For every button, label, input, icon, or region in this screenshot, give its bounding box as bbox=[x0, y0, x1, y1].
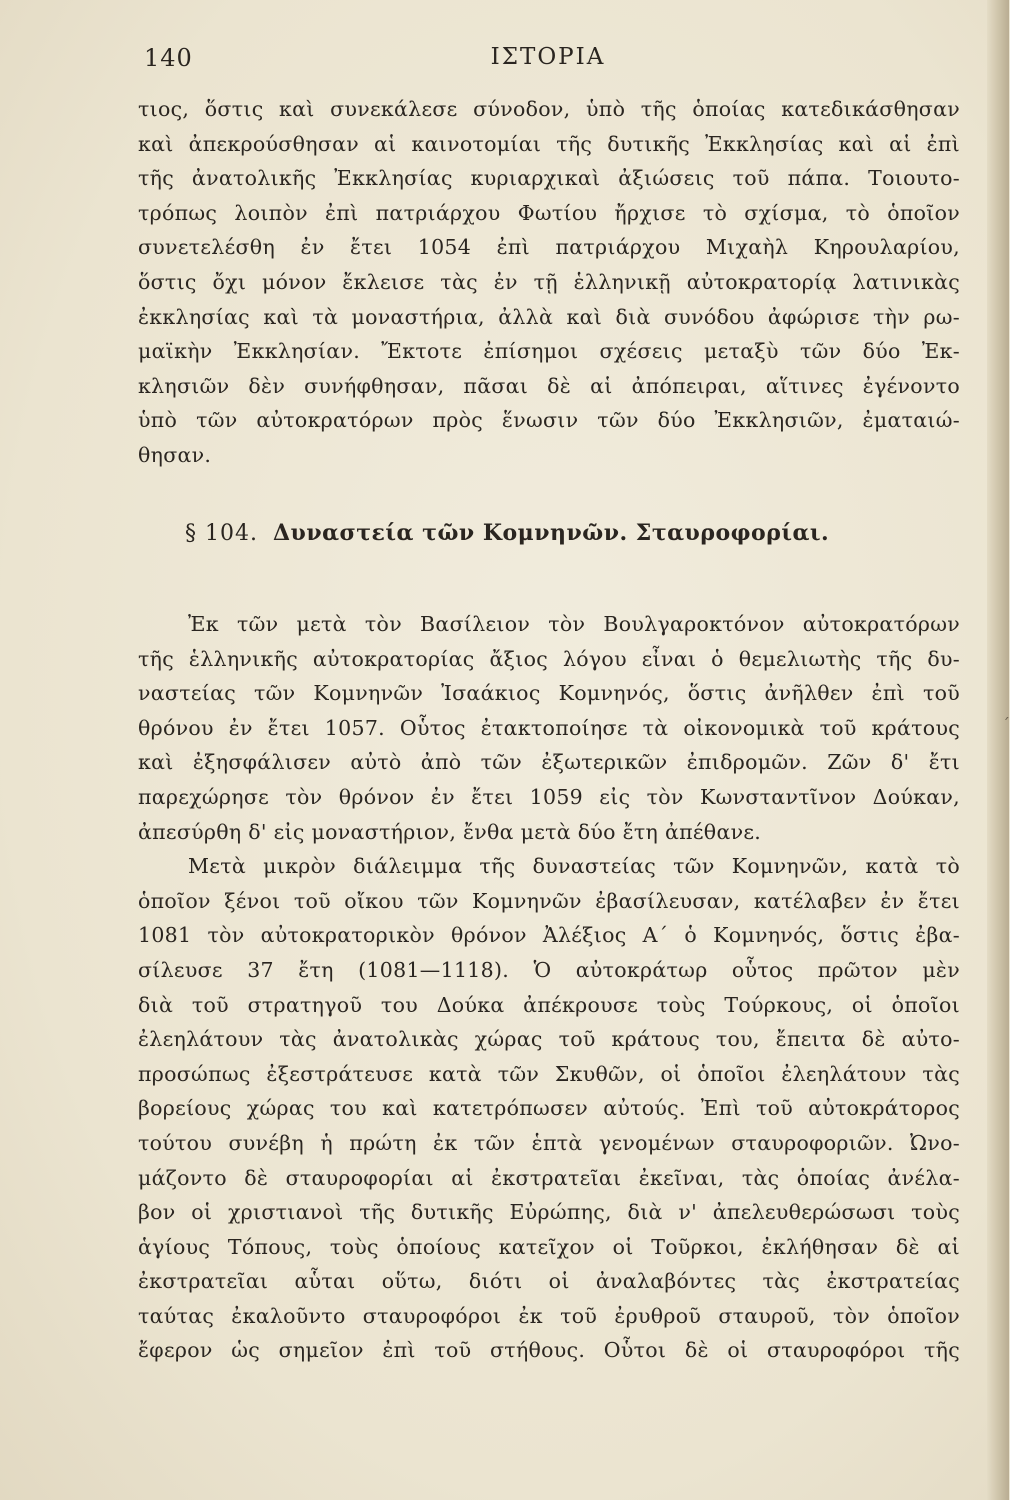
text-line: Ἐκ τῶν μετὰ τὸν Βασίλειον τὸν Βουλγαροκτόνον αὐτοκρατόρων bbox=[188, 612, 960, 636]
page-header bbox=[138, 44, 958, 80]
section-title: Δυναστεία τῶν Κομνηνῶν. Σταυροφορίαι. bbox=[272, 520, 830, 546]
text-line: τούτου συνέβη ἡ πρώτη ἐκ τῶν ἑπτὰ γενομένων σταυροφοριῶν. Ὠνο- bbox=[138, 1130, 960, 1155]
text-line: ἁγίους Τόπους, τοὺς ὁποίους κατεῖχον οἱ Τοῦρκοι, ἐκλήθησαν δὲ αἱ bbox=[138, 1234, 960, 1259]
text-line: ἐκστρατεῖαι αὗται οὕτω, διότι οἱ ἀναλαβόντες τὰς ἐκστρατείας bbox=[138, 1269, 960, 1294]
text-line: ἐκκλησίας καὶ τὰ μοναστήρια, ἀλλὰ καὶ διὰ συνόδου ἀφώρισε τὴν ρω- bbox=[138, 304, 960, 329]
text-line: μαϊκὴν Ἐκκλησίαν. Ἔκτοτε ἐπίσημοι σχέσεις μεταξὺ τῶν δύο Ἐκ- bbox=[138, 339, 960, 364]
text-line: μάζοντο δὲ σταυροφορίαι αἱ ἐκστρατεῖαι ἐκεῖναι, τὰς ὁποίας ἀνέλα- bbox=[138, 1165, 960, 1190]
text-line: συνετελέσθη ἐν ἔτει 1054 ἐπὶ πατριάρχου Μιχαὴλ Κηρουλαρίου, bbox=[138, 235, 960, 260]
text-line: Μετὰ μικρὸν διάλειμμα τῆς δυναστείας τῶν Κομνηνῶν, κατὰ τὸ bbox=[188, 854, 960, 879]
text-line: κλησιῶν δὲν συνήφθησαν, πᾶσαι δὲ αἱ ἀπόπειραι, αἵτινες ἐγένοντο bbox=[138, 373, 960, 398]
text-line: ἔφερον ὡς σημεῖον ἐπὶ τοῦ στήθους. Οὗτοι δὲ οἱ σταυροφόροι τῆς bbox=[138, 1338, 960, 1363]
text-line: θησαν. bbox=[138, 442, 212, 467]
text-line: ἀπεσύρθη δ' εἰς μοναστήριον, ἔνθα μετὰ δύο ἔτη ἀπέθανε. bbox=[138, 819, 762, 844]
text-line: ταύτας ἐκαλοῦντο σταυροφόροι ἐκ τοῦ ἐρυθροῦ σταυροῦ, τὸν ὁποῖον bbox=[138, 1303, 960, 1328]
text-line: θρόνου ἐν ἔτει 1057. Οὗτος ἐτακτοποίησε τὰ οἰκονομικὰ τοῦ κράτους bbox=[138, 715, 960, 740]
running-title: ΙΣΤΟΡΙΑ bbox=[490, 44, 606, 70]
text-line: τρόπως λοιπὸν ἐπὶ πατριάρχου Φωτίου ἤρχισε τὸ σχίσμα, τὸ ὁποῖον bbox=[138, 200, 960, 225]
page-number: 140 bbox=[144, 44, 193, 72]
text-line: καὶ ἀπεκρούσθησαν αἱ καινοτομίαι τῆς δυτικῆς Ἐκκλησίας καὶ αἱ ἐπὶ bbox=[138, 131, 960, 156]
text-line: ὁποῖον ξένοι τοῦ οἴκου τῶν Κομνηνῶν ἐβασίλευσαν, κατέλαβεν ἐν ἔτει bbox=[138, 888, 960, 913]
section-body bbox=[138, 607, 960, 1368]
text-line: σίλευσε 37 ἔτη (1081—1118). Ὁ αὐτοκράτωρ οὗτος πρῶτον μὲν bbox=[138, 957, 960, 982]
text-line: προσώπως ἐξεστράτευσε κατὰ τῶν Σκυθῶν, οἱ ὁποῖοι ἐλεηλάτουν τὰς bbox=[138, 1061, 960, 1086]
paragraph-schism bbox=[138, 92, 960, 473]
text-line: παρεχώρησε τὸν θρόνον ἐν ἔτει 1059 εἰς τὸν Κωνσταντῖνον Δούκαν, bbox=[138, 784, 960, 809]
text-line: βον οἱ χριστιανοὶ τῆς δυτικῆς Εὐρώπης, διὰ ν' ἀπελευθερώσωσι τοὺς bbox=[138, 1200, 960, 1225]
text-line: καὶ ἐξησφάλισεν αὐτὸ ἀπὸ τῶν ἐξωτερικῶν ἐπιδρομῶν. Ζῶν δ' ἔτι bbox=[138, 750, 960, 775]
text-line: ὑπὸ τῶν αὐτοκρατόρων πρὸς ἕνωσιν τῶν δύο Ἐκκλησιῶν, ἐματαιώ- bbox=[138, 408, 960, 433]
section-number: § 104. bbox=[185, 521, 258, 546]
text-line: διὰ τοῦ στρατηγοῦ του Δούκα ἀπέκρουσε τοὺς Τούρκους, οἱ ὁποῖοι bbox=[138, 992, 960, 1017]
text-line: ναστείας τῶν Κομνηνῶν Ἰσαάκιος Κομνηνός, ὅστις ἀνῆλθεν ἐπὶ τοῦ bbox=[138, 681, 960, 706]
text-line: 1081 τὸν αὐτοκρατορικὸν θρόνον Ἀλέξιος Α΄ ὁ Κομνηνός, ὅστις ἐβα- bbox=[138, 923, 960, 948]
page-edge-shadow bbox=[987, 0, 1009, 1500]
text-line: ὅστις ὄχι μόνον ἔκλεισε τὰς ἐν τῇ ἑλληνικῇ αὐτοκρατορίᾳ λατινικὰς bbox=[138, 269, 960, 294]
text-line: τιος, ὅστις καὶ συνεκάλεσε σύνοδον, ὑπὸ τῆς ὁποίας κατεδικάσθησαν bbox=[138, 97, 960, 121]
margin-tick-mark: ´ bbox=[1002, 715, 1010, 734]
text-line: βορείους χώρας του καὶ κατετρόπωσεν αὐτούς. Ἐπὶ τοῦ αὐτοκράτορος bbox=[138, 1096, 960, 1121]
text-line: ἐλεηλάτουν τὰς ἀνατολικὰς χώρας τοῦ κράτους του, ἔπειτα δὲ αὐτο- bbox=[138, 1027, 960, 1052]
text-line: τῆς ἑλληνικῆς αὐτοκρατορίας ἄξιος λόγου εἶναι ὁ θεμελιωτὴς τῆς δυ- bbox=[138, 646, 960, 671]
section-heading bbox=[185, 520, 965, 546]
text-line: τῆς ἀνατολικῆς Ἐκκλησίας κυριαρχικαὶ ἀξιώσεις τοῦ πάπα. Τοιουτο- bbox=[138, 166, 960, 191]
